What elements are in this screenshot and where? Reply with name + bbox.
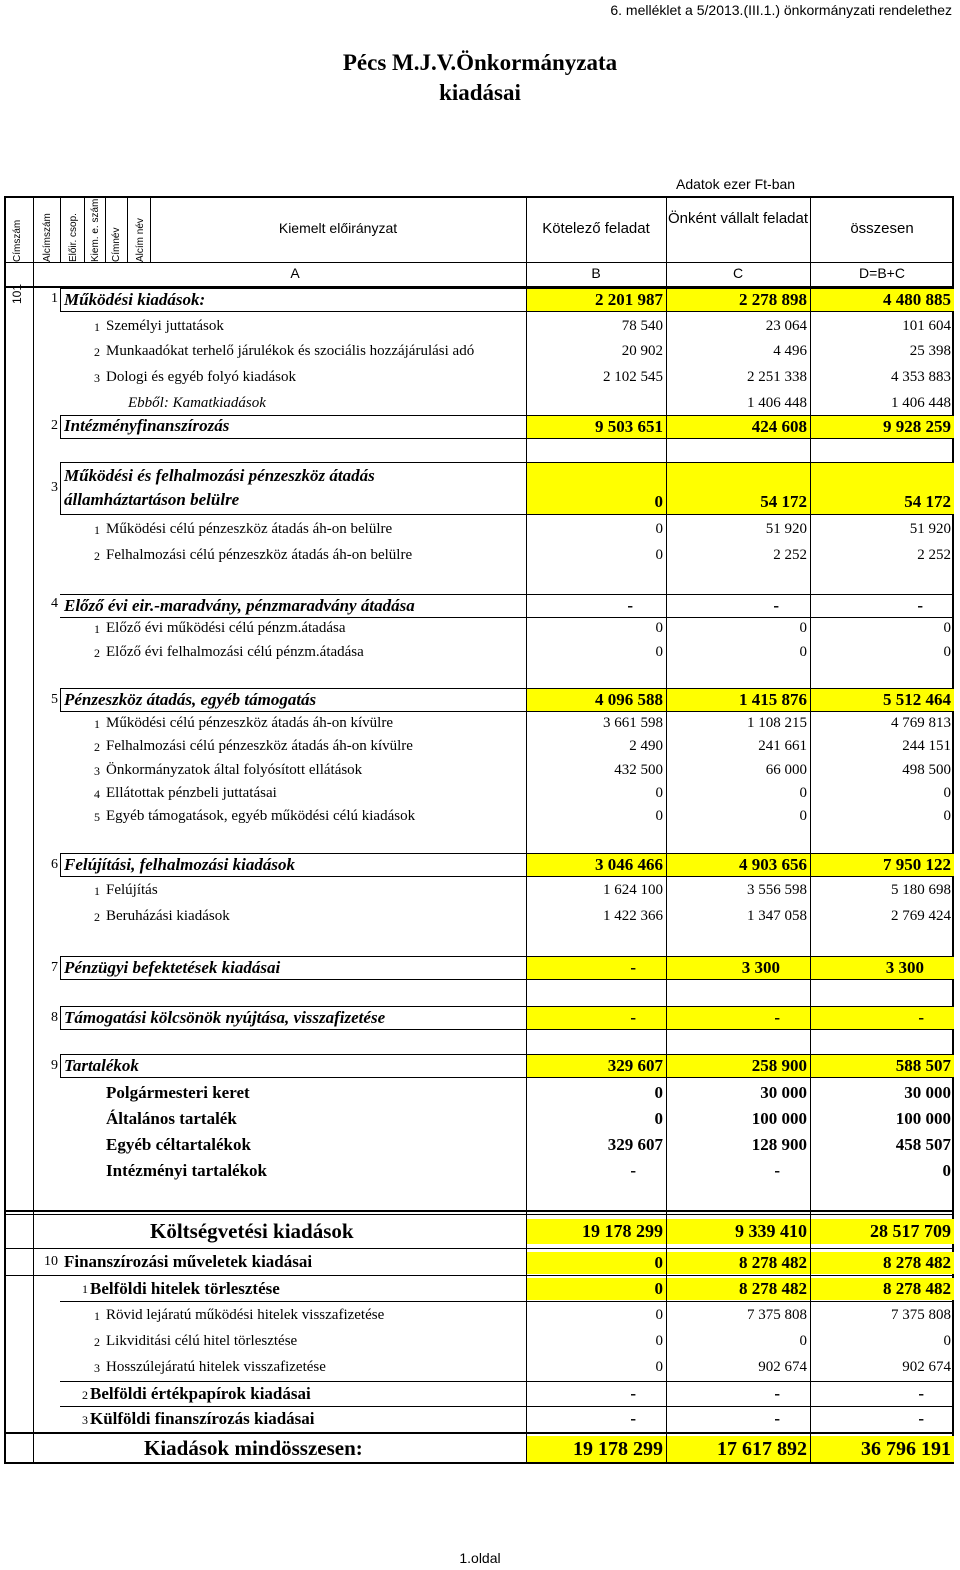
col-header-total: összesen: [850, 220, 914, 237]
row-label: Előző évi működési célú pénzm.átadása: [106, 620, 346, 636]
col-code-b: B: [591, 265, 601, 281]
col-header-a: Kiemelt előirányzat: [278, 220, 398, 236]
value-total: 5 180 698: [891, 882, 951, 898]
row-label: Felújítás: [106, 882, 158, 898]
value-c: 1 406 448: [747, 395, 807, 411]
value-c: 1 347 058: [747, 908, 807, 924]
row-label: Egyéb céltartalékok: [106, 1135, 251, 1154]
row-label: Támogatási kölcsönök nyújtása, visszafizetése: [64, 1008, 386, 1027]
value-c: 1 415 876: [667, 689, 810, 711]
sub-num: 1: [94, 320, 100, 334]
value-c: -: [774, 1409, 780, 1428]
row-num: 8: [51, 1010, 58, 1025]
side-label-alcimszam: Alcímszám: [42, 213, 53, 262]
value-total: 902 674: [902, 1359, 951, 1375]
value-b: 2 201 987: [526, 289, 666, 311]
value-total: 4 353 883: [891, 369, 951, 385]
row-label: Önkormányzatok által folyósított ellátások: [106, 762, 363, 778]
value-c: 2 252: [773, 547, 807, 563]
row-label: Hosszúlejáratú hitelek visszafizetése: [106, 1359, 326, 1375]
value-b: 329 607: [607, 1135, 663, 1154]
value-b: 2 102 545: [603, 369, 663, 385]
value-total: 4 480 885: [811, 289, 954, 311]
row-label: Rövid lejáratú működési hitelek visszafizetése: [106, 1307, 385, 1323]
sub-num: 3: [94, 371, 100, 385]
row-label: Belföldi hitelek törlesztése: [90, 1279, 280, 1298]
row-label: Intézményfinanszírozás: [64, 416, 230, 435]
value-b: -: [526, 1007, 666, 1029]
row-label: Munkaadókat terhelő járulékok és szociális hozzájárulási adó: [106, 343, 475, 359]
value-total: -: [918, 1409, 924, 1428]
row-num: 10: [44, 1254, 58, 1269]
row-num: 6: [51, 857, 58, 872]
value-c: 7 375 808: [747, 1307, 807, 1323]
value-c: 128 900: [751, 1135, 807, 1154]
value-c: 51 920: [765, 521, 807, 537]
value-total: 588 507: [811, 1055, 954, 1077]
value-b: 0: [655, 1307, 663, 1323]
sub-num: 2: [82, 1388, 88, 1402]
value-total: 0: [943, 620, 951, 636]
row-label: Pénzügyi befektetések kiadásai: [64, 958, 281, 977]
row-label: Finanszírozási műveletek kiadásai: [64, 1252, 313, 1271]
value-b: 3 661 598: [603, 715, 663, 731]
side-label-alcim-nev: Alcím név: [135, 218, 146, 262]
page-title: Pécs M.J.V.Önkormányzata: [342, 50, 618, 75]
value-b: 0: [654, 1109, 663, 1128]
value-total: 458 507: [895, 1135, 951, 1154]
value-b: 329 607: [526, 1055, 666, 1077]
row-label: Általános tartalék: [106, 1109, 237, 1128]
value-total: 0: [943, 1333, 951, 1349]
value-total: 7 375 808: [891, 1307, 951, 1323]
value-c: 2 251 338: [747, 369, 807, 385]
row-label: Külföldi finanszírozás kiadásai: [90, 1409, 315, 1428]
row-label: Dologi és egyéb folyó kiadások: [106, 369, 296, 385]
value-b: 0: [654, 1083, 663, 1102]
row-label: Polgármesteri keret: [106, 1083, 250, 1102]
side-label-cimszam: Címszám: [12, 219, 23, 262]
row-label-cont: államháztartáson belülre: [64, 490, 240, 509]
value-c: 2 278 898: [667, 289, 810, 311]
value-c: 0: [799, 785, 807, 801]
value-b: -: [627, 596, 633, 615]
sub-num: 2: [94, 1335, 100, 1349]
row-label: Belföldi értékpapírok kiadásai: [90, 1384, 311, 1403]
value-b: 9 503 651: [526, 416, 666, 438]
value-b: 0: [654, 492, 663, 511]
value-c: 8 278 482: [667, 1252, 810, 1274]
value-c: 30 000: [760, 1083, 807, 1102]
value-total: 101 604: [902, 318, 951, 334]
row-num: 3: [51, 480, 58, 495]
row-label: Ellátottak pénzbeli juttatásai: [106, 785, 277, 801]
row-label: Likviditási célú hitel törlesztése: [106, 1333, 298, 1349]
value-b: 0: [526, 1252, 666, 1274]
row-label: Felhalmozási célú pénzeszköz átadás áh-on belülre: [106, 547, 413, 563]
row-label: Felújítási, felhalmozási kiadások: [64, 855, 295, 874]
row-label: Működési és felhalmozási pénzeszköz átadás: [64, 466, 375, 485]
value-total: 28 517 709: [811, 1219, 954, 1244]
value-b: 3 046 466: [526, 854, 666, 876]
sub-num: 2: [94, 740, 100, 754]
value-c: 0: [799, 1333, 807, 1349]
side-label-kiem-e-szam: Kiem. e. szám: [90, 198, 101, 262]
row-label: Előző évi eir.-maradvány, pénzmaradvány átadása: [64, 596, 415, 615]
sub-num: 2: [94, 549, 100, 563]
header-note: 6. melléklet a 5/2013.(III.1.) önkormányzati rendelethez: [610, 2, 952, 18]
grand-total-label: Kiadások mindösszesen:: [144, 1436, 363, 1460]
value-b: 0: [655, 521, 663, 537]
row-label: Pénzeszköz átadás, egyéb támogatás: [64, 690, 317, 709]
sub-num: 2: [94, 646, 100, 660]
sub-num: 3: [94, 764, 100, 778]
sub-num: 1: [94, 717, 100, 731]
value-c: 66 000: [765, 762, 807, 778]
value-b: 20 902: [621, 343, 663, 359]
row-label: Felhalmozási célú pénzeszköz átadás áh-on kívülre: [106, 738, 413, 754]
value-c: 424 608: [667, 416, 810, 438]
page-number: 1.oldal: [459, 1550, 501, 1566]
value-c: -: [667, 1007, 810, 1029]
value-c: 4 496: [773, 343, 807, 359]
col-header-c: Önként vállalt feladat: [667, 210, 809, 227]
value-b: 2 490: [629, 738, 663, 754]
value-total: 2 769 424: [891, 908, 951, 924]
value-b: 0: [655, 547, 663, 563]
value-c: 3 556 598: [747, 882, 807, 898]
row-num: 7: [51, 960, 58, 975]
value-b: 0: [655, 1359, 663, 1375]
col-code-total: D=B+C: [859, 265, 905, 281]
sub-num: 1: [94, 1309, 100, 1323]
value-total: 0: [943, 785, 951, 801]
sub-num: 1: [94, 884, 100, 898]
value-total: 8 278 482: [811, 1252, 954, 1274]
value-c: 3 300: [667, 957, 810, 979]
value-total: 36 796 191: [811, 1436, 954, 1462]
row-label: Egyéb támogatások, egyéb működési célú kiadások: [106, 808, 416, 824]
value-c: 241 661: [758, 738, 807, 754]
sub-num: 3: [94, 1361, 100, 1375]
value-total: 498 500: [902, 762, 951, 778]
col-code-c: C: [732, 265, 744, 281]
value-b: 0: [655, 620, 663, 636]
value-b: 19 178 299: [526, 1219, 666, 1244]
value-c: 1 108 215: [747, 715, 807, 731]
value-c: 0: [799, 644, 807, 660]
row-label: Ebből: Kamatkiadások: [128, 395, 266, 411]
value-b: 1 624 100: [603, 882, 663, 898]
value-total: 0: [943, 644, 951, 660]
value-b: 0: [655, 644, 663, 660]
value-b: 4 096 588: [526, 689, 666, 711]
row-num: 1: [51, 291, 58, 306]
row-label: Személyi juttatások: [106, 318, 224, 334]
value-c: 258 900: [667, 1055, 810, 1077]
value-b: 0: [526, 1278, 666, 1300]
value-b: 0: [655, 785, 663, 801]
value-b: 1 422 366: [603, 908, 663, 924]
value-b: -: [630, 1409, 636, 1428]
row-num: 9: [51, 1058, 58, 1073]
row-num: 4: [51, 596, 58, 611]
value-total: 1 406 448: [891, 395, 951, 411]
sub-num: 5: [94, 810, 100, 824]
value-total: 54 172: [904, 492, 951, 511]
value-total: -: [811, 1007, 954, 1029]
value-c: 0: [799, 808, 807, 824]
value-b: 0: [655, 1333, 663, 1349]
value-c: 9 339 410: [667, 1219, 810, 1244]
value-total: 3 300: [811, 957, 954, 979]
value-b: 78 540: [621, 318, 663, 334]
sub-num: 1: [94, 523, 100, 537]
unit-note: Adatok ezer Ft-ban: [676, 176, 796, 192]
row-label: Beruházási kiadások: [106, 908, 230, 924]
value-total: 4 769 813: [891, 715, 951, 731]
value-total: 9 928 259: [811, 416, 954, 438]
row-num: 2: [51, 418, 58, 433]
value-b: 0: [655, 808, 663, 824]
value-total: 0: [942, 1161, 951, 1180]
sub-num: 2: [94, 910, 100, 924]
sub-num: 2: [94, 345, 100, 359]
value-b: -: [630, 1384, 636, 1403]
value-c: 54 172: [760, 492, 807, 511]
sub-num: 4: [94, 787, 100, 801]
value-total: 25 398: [909, 343, 951, 359]
row-label: Működési célú pénzeszköz átadás áh-on belülre: [106, 521, 393, 537]
sub-num: 1: [82, 1282, 88, 1296]
side-label-eloir-csop: Előir. csop.: [68, 213, 79, 262]
value-c: 8 278 482: [667, 1278, 810, 1300]
side-label-cimnev: Címnév: [111, 227, 122, 262]
value-c: -: [774, 1384, 780, 1403]
value-c: -: [773, 596, 779, 615]
value-total: -: [917, 596, 923, 615]
value-total: 51 920: [909, 521, 951, 537]
value-c: 4 903 656: [667, 854, 810, 876]
value-total: 5 512 464: [811, 689, 954, 711]
row-num: 5: [51, 692, 58, 707]
row-label: Intézményi tartalékok: [106, 1161, 268, 1180]
col-code-a: A: [290, 265, 300, 281]
row-label: Előző évi felhalmozási célú pénzm.átadása: [106, 644, 364, 660]
value-c: 100 000: [751, 1109, 807, 1128]
value-total: 7 950 122: [811, 854, 954, 876]
sub-num: 3: [82, 1413, 88, 1427]
value-c: 902 674: [758, 1359, 807, 1375]
value-total: 244 151: [902, 738, 951, 754]
value-b: -: [526, 957, 666, 979]
value-c: 23 064: [765, 318, 807, 334]
value-c: 17 617 892: [667, 1436, 810, 1462]
value-c: -: [774, 1161, 780, 1180]
cimszam-value: 101: [10, 283, 24, 304]
value-total: 30 000: [904, 1083, 951, 1102]
row-label: Működési célú pénzeszköz átadás áh-on kívülre: [106, 715, 393, 731]
value-b: 432 500: [614, 762, 663, 778]
value-b: -: [630, 1161, 636, 1180]
value-total: 100 000: [895, 1109, 951, 1128]
value-b: 19 178 299: [526, 1436, 666, 1462]
col-header-b: Kötelező feladat: [542, 220, 650, 237]
sub-num: 1: [94, 622, 100, 636]
row-label: Működési kiadások:: [64, 290, 206, 309]
value-c: 0: [799, 620, 807, 636]
value-total: 0: [943, 808, 951, 824]
row-label: Tartalékok: [64, 1056, 139, 1075]
budget-total-label: Költségvetési kiadások: [150, 1219, 354, 1243]
value-total: 8 278 482: [811, 1278, 954, 1300]
value-total: 2 252: [917, 547, 951, 563]
page-subtitle: kiadásai: [439, 80, 521, 105]
value-total: -: [918, 1384, 924, 1403]
